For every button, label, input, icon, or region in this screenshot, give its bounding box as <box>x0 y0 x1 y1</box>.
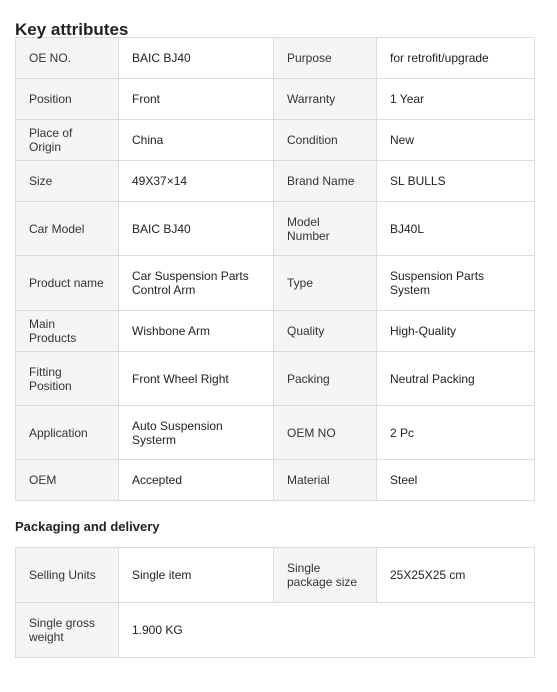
attribute-label: Model Number <box>274 202 377 256</box>
table-row <box>16 603 535 658</box>
attribute-label: Material <box>274 460 377 501</box>
attribute-label: Quality <box>274 311 377 352</box>
attribute-value: 1 Year <box>377 79 535 120</box>
attribute-value: 2 Pc <box>377 406 535 460</box>
attribute-label: Position <box>16 79 119 120</box>
attribute-label: Selling Units <box>16 548 119 603</box>
attribute-value: Front Wheel Right <box>119 352 274 406</box>
table-row <box>16 256 535 311</box>
attribute-label: Single gross weight <box>16 603 119 658</box>
attribute-label: OE NO. <box>16 38 119 79</box>
attribute-label: Condition <box>274 120 377 161</box>
attribute-label: Car Model <box>16 202 119 256</box>
attribute-value: for retrofit/upgrade <box>377 38 535 79</box>
attribute-label: Size <box>16 161 119 202</box>
table-row <box>16 352 535 406</box>
attribute-label: OEM NO <box>274 406 377 460</box>
attribute-value: BJ40L <box>377 202 535 256</box>
attribute-label: Application <box>16 406 119 460</box>
table-row <box>16 38 535 79</box>
attribute-value: 25X25X25 cm <box>377 548 535 603</box>
attribute-label: Single package size <box>274 548 377 603</box>
attribute-value: Front <box>119 79 274 120</box>
attribute-label: Brand Name <box>274 161 377 202</box>
attribute-value: Suspension Parts System <box>377 256 535 311</box>
attribute-value: BAIC BJ40 <box>119 202 274 256</box>
attribute-value: 1.900 KG <box>119 603 535 658</box>
attribute-value: BAIC BJ40 <box>119 38 274 79</box>
attribute-value: China <box>119 120 274 161</box>
key-attributes-title: Key attributes <box>15 20 129 39</box>
packaging-table <box>15 547 535 658</box>
attribute-value: Steel <box>377 460 535 501</box>
table-row <box>16 460 535 501</box>
table-row <box>16 202 535 256</box>
attribute-label: Packing <box>274 352 377 406</box>
attribute-value: Single item <box>119 548 274 603</box>
attribute-value: High-Quality <box>377 311 535 352</box>
attribute-label: Product name <box>16 256 119 311</box>
table-row <box>16 79 535 120</box>
table-row <box>16 161 535 202</box>
packaging-delivery-title: Packaging and delivery <box>15 519 160 534</box>
attribute-label: Main Products <box>16 311 119 352</box>
table-row <box>16 406 535 460</box>
attribute-value: Auto Suspension Systerm <box>119 406 274 460</box>
attribute-value: SL BULLS <box>377 161 535 202</box>
attribute-label: Type <box>274 256 377 311</box>
attribute-value: 49X37×14 <box>119 161 274 202</box>
attribute-value: Wishbone Arm <box>119 311 274 352</box>
attribute-label: Fitting Position <box>16 352 119 406</box>
key-attributes-table <box>15 37 535 501</box>
attribute-value: Neutral Packing <box>377 352 535 406</box>
attribute-value: Car Suspension Parts Control Arm <box>119 256 274 311</box>
attribute-label: Purpose <box>274 38 377 79</box>
attribute-label: Warranty <box>274 79 377 120</box>
table-row <box>16 311 535 352</box>
attribute-label: OEM <box>16 460 119 501</box>
table-row <box>16 548 535 603</box>
attribute-value: Accepted <box>119 460 274 501</box>
attribute-label: Place of Origin <box>16 120 119 161</box>
attribute-value: New <box>377 120 535 161</box>
table-row <box>16 120 535 161</box>
